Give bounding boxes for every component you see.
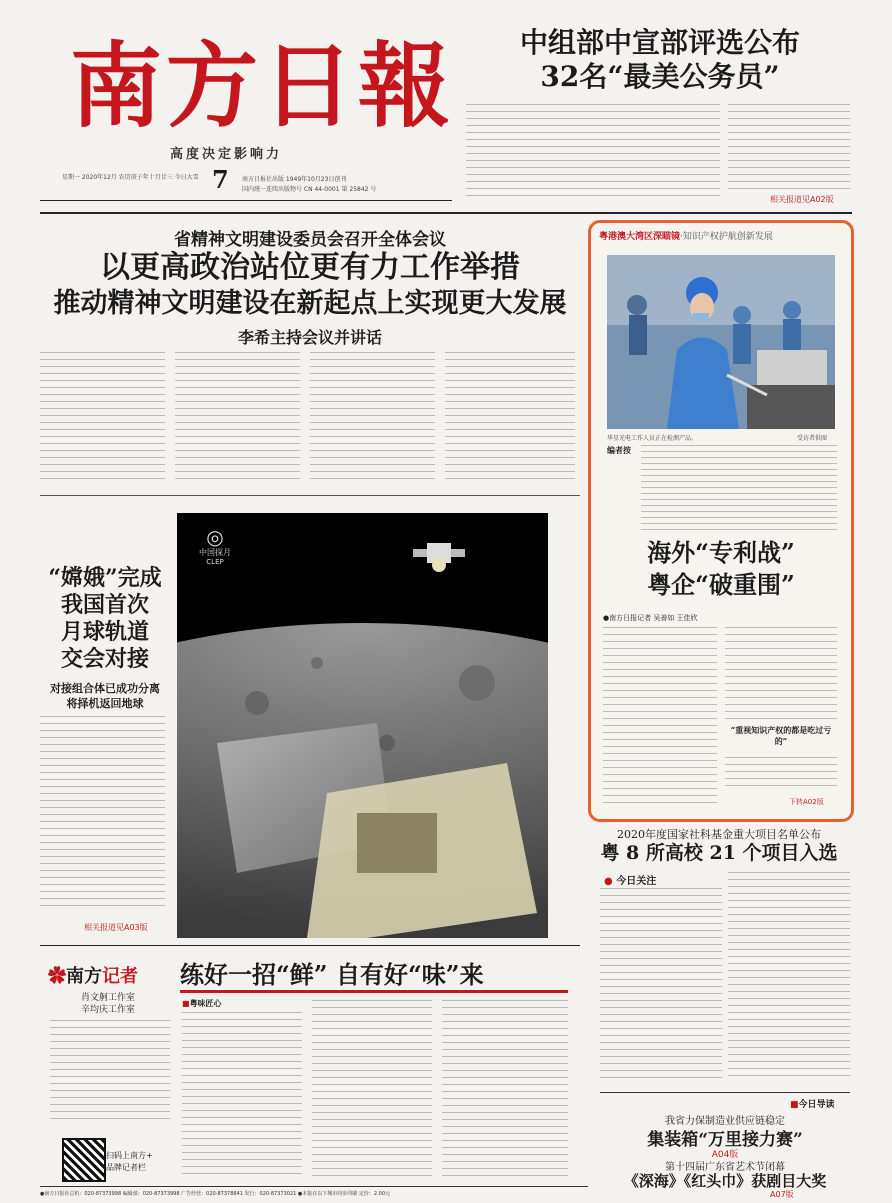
feature-title-1: 海外“专利战”: [647, 538, 795, 567]
top-story-title-1: 中组部中宣部评选公布: [519, 26, 800, 59]
column-tag-main: 粤港澳大湾区深瞄镜: [599, 232, 681, 242]
masthead-divider: [40, 200, 452, 201]
scan-text: 扫码上南方+: [106, 1151, 153, 1160]
photo-caption: 华星光电工作人员正在检测产品。: [607, 435, 698, 442]
feature-col-2b: [725, 757, 837, 791]
change-text: [40, 716, 165, 906]
guide-item2-title[interactable]: 《深海》《红头巾》获剧目大奖: [623, 1172, 827, 1190]
guide-item1-title[interactable]: 集装箱“万里接力赛”: [647, 1130, 803, 1150]
fresh-title: 练好一招“鲜” 自有好“味”来: [180, 960, 484, 989]
editor-note-label: 编者按: [607, 446, 631, 455]
lead-kicker: 省精神文明建设委员会召开全体会议: [174, 230, 446, 250]
studio-2: 辛均庆工作室: [80, 1005, 135, 1015]
fresh-col-2: [312, 1000, 432, 1180]
today-focus-icon: ●: [604, 876, 613, 887]
day-number: 7: [212, 165, 229, 194]
footer-rule: [40, 1186, 588, 1187]
scan-sub: 品牌记者栏: [106, 1163, 146, 1172]
fund-title: 粤 8 所高校 21 个项目入选: [600, 842, 838, 864]
top-story-jump: 相关报道见A02版: [770, 195, 834, 204]
guide-item2-page[interactable]: A07版: [770, 1190, 794, 1199]
editor-note-text: [641, 445, 837, 535]
reporter-brand: [48, 962, 138, 988]
clep-logo-cn: 中国探月: [199, 548, 231, 557]
guide-item2-kicker: 第十四届广东省艺术节闭幕: [665, 1162, 785, 1173]
change-subtitle-1: 对接组合体已成功分离: [50, 682, 160, 695]
lead-col-2: [175, 352, 300, 480]
column-tag-sub: ·知识产权护航创新发展: [680, 232, 773, 242]
lead-col-4: [445, 352, 575, 480]
top-story-title-2: 32名“最美公务员”: [540, 60, 780, 93]
clep-logo: [185, 527, 245, 566]
change-subtitle-2: 将择机返回地球: [66, 697, 144, 710]
change-title-4: 交会对接: [60, 646, 149, 672]
lead-col-3: [310, 352, 435, 480]
guide-header: [790, 1097, 835, 1110]
brand-reporter: 记者: [102, 966, 138, 987]
moon-photo: [177, 513, 548, 938]
fresh-tag-label: 粤味匠心: [189, 999, 222, 1008]
masthead-logo: 南方日報: [70, 32, 455, 140]
fresh-rule: [180, 990, 568, 993]
guide-item1-page[interactable]: A04版: [711, 1150, 739, 1160]
issn-info: 国内统一连续出版物号 CN 44-0001 第 25842 号: [242, 186, 377, 193]
change-title-1: “嫦娥”完成: [48, 565, 162, 591]
reporter-brand-icon: ✿: [48, 966, 66, 987]
fund-kicker: 2020年度国家社科基金重大项目名单公布: [617, 828, 821, 841]
fresh-col-3: [442, 1000, 568, 1180]
fund-col-1: [600, 888, 722, 1082]
feature-jump: 下转A02版: [789, 798, 824, 806]
guide-item1-kicker: 我省力保制造业供应链稳定: [665, 1116, 785, 1127]
qr-code[interactable]: [62, 1138, 106, 1182]
photo-credit: 受访者供图: [797, 435, 828, 442]
feature-col-1: [603, 627, 717, 803]
today-focus: [604, 872, 656, 887]
date-line: 星期一 2020年12月 农历庚子年十月廿三 今日大雪: [62, 174, 199, 181]
feature-col-2a: [725, 627, 837, 719]
pull-quote: “重视知识产权的都是吃过亏的”: [730, 725, 832, 746]
feature-photo: [607, 255, 835, 429]
change-jump: 相关报道见A03版: [84, 923, 148, 932]
column-tag: [599, 229, 773, 242]
fresh-col-1: [182, 1012, 302, 1180]
lead-subtitle: 李希主持会议并讲话: [237, 328, 382, 347]
today-focus-label: 今日关注: [616, 876, 657, 887]
lead-col-1: [40, 352, 165, 480]
guide-header-label: 今日导读: [798, 1100, 835, 1110]
guide-rule: [600, 1092, 850, 1093]
fresh-tag-icon: ■: [182, 999, 190, 1008]
brand-nanfang: 南方: [66, 966, 102, 987]
studio-1: 肖文舸工作室: [80, 993, 135, 1003]
lead-title-1: 以更高政治站位更有力工作举措: [100, 250, 520, 285]
top-story-text-2: [728, 104, 850, 190]
clep-icon: ◎: [206, 525, 224, 549]
section-divider: [40, 945, 580, 946]
clep-logo-en: CLEP: [206, 558, 224, 566]
footer-text: ●南方日报社总机：020-87373998 编辑部：020-87373998 广告经营：020-87378841 发行：020-87373021 ●本报在以下城市同步印刷 定价：2.00元: [40, 1191, 390, 1197]
masthead-slogan: 高度决定影响力: [170, 147, 283, 162]
top-story-text: [466, 104, 720, 200]
feature-byline: ●南方日报记者 吴善如 王佳欣: [603, 614, 698, 622]
change-title-3: 月球轨道: [60, 619, 149, 645]
reporter-text: [50, 1020, 170, 1124]
guide-header-icon: ■: [790, 1100, 799, 1110]
feature-title-2: 粤企“破重围”: [647, 570, 795, 599]
change-title-2: 我国首次: [60, 592, 149, 618]
lead-divider: [40, 495, 580, 496]
moon-photo-art: [177, 513, 548, 938]
feature-box: [588, 220, 854, 822]
license-info: 南方日报社出版 1949年10月23日创刊: [242, 176, 347, 183]
fresh-tag: [182, 998, 222, 1009]
lead-title-2: 推动精神文明建设在新起点上实现更大发展: [53, 288, 567, 319]
fund-col-2: [728, 872, 850, 1082]
top-rule: [40, 212, 852, 214]
feature-photo-art: [607, 255, 835, 429]
